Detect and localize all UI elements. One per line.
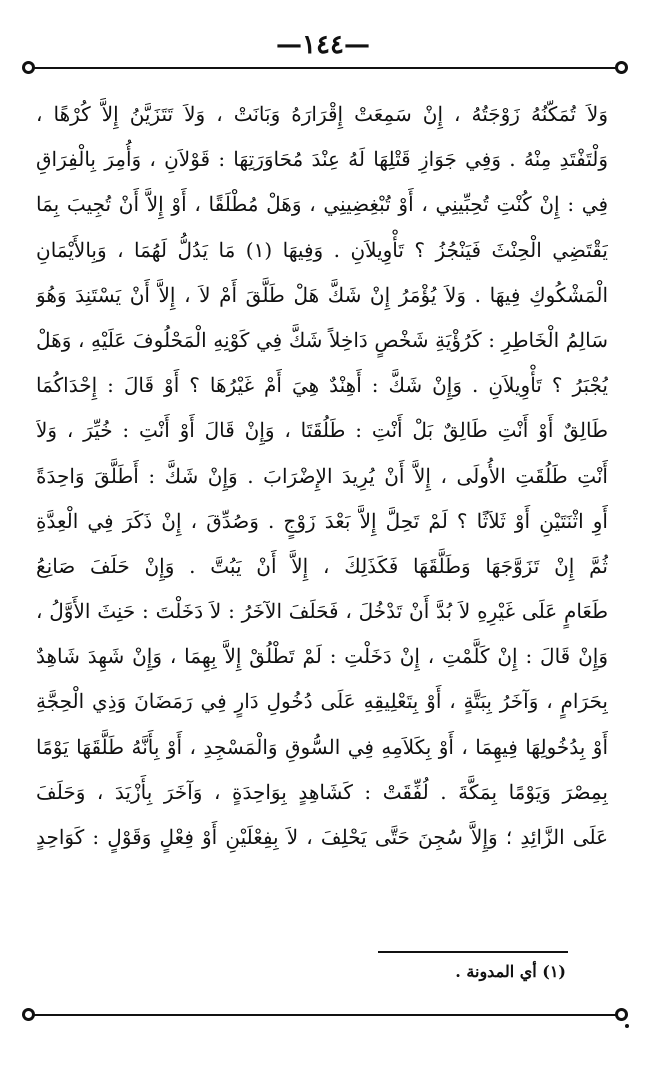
body-text [36, 92, 608, 860]
text-line: أَنْتِ طَلُقَتِ الأُولَى ، إِلاَّ أَنْ يُرِيدَ الإِضْرَابَ . وَإِنْ شَكَّ : أَطَلَّقَ وَاحِدَةً [36, 463, 608, 488]
text-line: طَالِقٌ أَوْ أَنْتِ طَالِقٌ بَلْ أَنْتِ : طَلُقَتَا ، وَإِنْ قَالَ أَوْ أَنْتِ : خُيِّرَ ، وَلاَ [36, 418, 608, 443]
header-rule [30, 67, 622, 69]
text-line: وَإِنْ قَالَ : إِنْ كَلَّمْتِ ، إِنْ دَخَلْتِ : لَمْ تَطْلُقْ إِلاَّ بِهِمَا ، وَإِنْ شَهِدَ شَاهِدٌ [36, 644, 608, 669]
text-line: عَلَى الزَّائِدِ ؛ وَإِلاَّ سُجِنَ حَتَّى يَحْلِفَ ، لاَ بِفِعْلَيْنِ أَوْ فِعْلٍ وَقَوْلٍ : كَوَاحِدٍ [36, 825, 608, 849]
corner-ornament-top-left [22, 61, 35, 74]
page-number: —١٤٤— [276, 30, 370, 60]
text-line: سَالِمُ الْخَاطِرِ : كَرُؤْيَةِ شَخْصٍ دَاخِلاً شَكَّ فِي كَوْنِهِ الْمَحْلُوفَ عَلَيْهِ ، وَهَلْ [36, 327, 608, 352]
corner-ornament-bottom-left [22, 1008, 35, 1021]
footnote: (١) أي المدونة . [455, 962, 566, 981]
text-line: أَوِ اثْنَتَيْنِ أَوْ ثَلاَثًا ؟ لَمْ تَحِلَّ إِلاَّ بَعْدَ زَوْجٍ . وَصُدِّقَ ، إِنْ ذَكَرَ فِي الْعِدَّةِ [36, 508, 608, 533]
text-line: أَوْ بِدُخُولِهَا فِيهِمَا ، أَوْ بِكَلاَمِهِ فِي السُّوقِ وَالْمَسْجِدِ ، أَوْ بِأَنَّهُ طَلَّقَهَا يَوْمًا [36, 734, 608, 759]
footnote-rule [378, 951, 568, 953]
text-line: فِي : إِنْ كُنْتِ تُحِبِّينِي ، أَوْ تُبْغِضِينِي ، وَهَلْ مُطْلَقًا ، أَوْ إِلاَّ أَنْ تُجِيبَ بِمَا [36, 192, 608, 217]
footer-rule [30, 1014, 622, 1016]
corner-ornament-top-right [615, 61, 628, 74]
ink-dot [625, 1024, 629, 1028]
corner-ornament-bottom-right [615, 1008, 628, 1021]
text-line: وَلْتَفْتَدِ مِنْهُ . وَفِي جَوَازِ قَتْلِهَا لَهُ عِنْدَ مُحَاوَرَتِهَا : قَوْلاَنِ ، وَأُمِرَ بِالْفِرَاقِ [36, 147, 608, 172]
text-line: الْمَشْكُوكِ فِيهَا . وَلاَ يُؤْمَرُ إِنْ شَكَّ هَلْ طَلَّقَ أَمْ لاَ ، إِلاَّ أَنْ يَسْتَنِدَ وَهُوَ [36, 282, 608, 307]
text-line: بِحَرَامٍ ، وَآخَرُ بِبَتَّةٍ ، أَوْ بِتَعْلِيقِهِ عَلَى دُخُولِ دَارٍ فِي رَمَضَانَ وَذِي الْحِجَّةِ [36, 689, 608, 714]
text-line: يُجْبَرُ ؟ تَأْوِيلاَنِ . وَإِنْ شَكَّ : أَهِنْدٌ هِيَ أَمْ غَيْرُهَا ؟ أَوْ قَالَ : إِحْدَاكُمَا [36, 373, 608, 398]
text-line: يَقْتَضِي الْحِنْثَ فَيَنْجُزُ ؟ تَأْوِيلاَنِ . وَفِيهَا (١) مَا يَدُلُّ لَهُمَا ، وَبِالأَيْمَانِ [36, 237, 608, 262]
text-line: طَعَامٍ عَلَى غَيْرِهِ لاَ بُدَّ أَنْ تَدْخُلَ ، فَحَلَفَ الآخَرُ : لاَ دَخَلْتَ : حَنِثَ الأَوَّلُ ، [36, 599, 608, 624]
text-line: وَلاَ تُمَكّنُهُ زَوْجَتُهُ ، إِنْ سَمِعَتْ إِقْرَارَهُ وَبَانَتْ ، وَلاَ تَتَزَيَّنُ إِلاَّ كُرْهًا ، [36, 102, 608, 126]
text-line: بِمِصْرَ وَيَوْمًا بِمَكَّةَ . لُفِّقَتْ : كَشَاهِدٍ بِوَاحِدَةٍ ، وَآخَرَ بِأَزْيَدَ ، وَحَلَفَ [36, 779, 608, 804]
text-line: ثُمَّ إِنْ تَزَوَّجَهَا وَطَلَّقَهَا فَكَذَلِكَ ، إِلاَّ أَنْ يَبُتَّ . وَإِنْ حَلَفَ صَانِعُ [36, 553, 608, 578]
